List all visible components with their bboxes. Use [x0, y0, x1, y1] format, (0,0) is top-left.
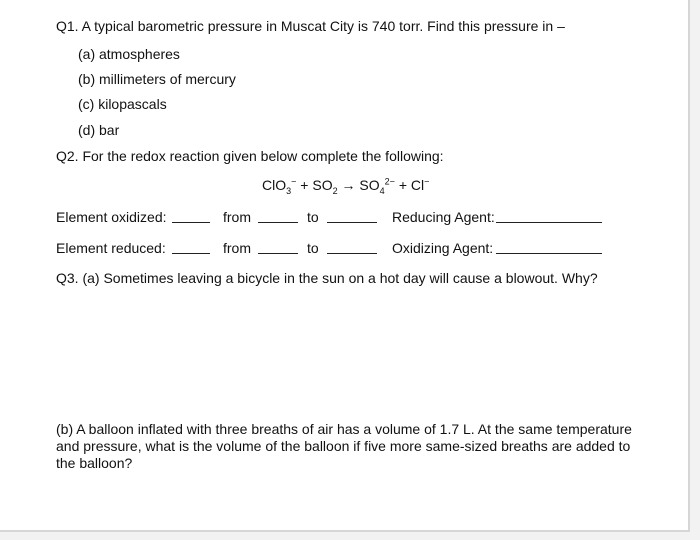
q1-part-a: (a) atmospheres	[78, 46, 180, 62]
q1-part-c: (c) kilopascals	[78, 96, 167, 112]
sulfur-dioxide: $SO_2$	[312, 177, 338, 196]
reaction-arrow: →	[341, 177, 356, 193]
chlorate-ion: ClO$_3$−	[262, 176, 297, 196]
reducing-agent-label: Reducing Agent:	[392, 209, 495, 225]
element-reduced-blank[interactable]	[172, 253, 210, 254]
element-oxidized-blank[interactable]	[172, 222, 210, 223]
redox-equation	[262, 176, 430, 196]
oxidizing-agent-blank[interactable]	[496, 253, 602, 254]
oxidized-to-label: to	[307, 209, 319, 225]
oxidized-from-label: from	[223, 209, 251, 225]
sulfate-ion: $SO_4^{2-}$	[359, 176, 395, 196]
element-reduced-label: Element reduced:	[56, 240, 166, 256]
q1-part-b: (b) millimeters of mercury	[78, 71, 236, 87]
reduced-to-blank[interactable]	[327, 253, 377, 254]
q1-question: Q1. A typical barometric pressure in Muscat City is 740 torr. Find this pressure in –	[56, 18, 565, 34]
oxidized-from-blank[interactable]	[258, 222, 298, 223]
plus-sign: +	[398, 177, 407, 193]
chloride-ion: Cl−	[410, 176, 430, 193]
reduced-from-label: from	[223, 240, 251, 256]
q3-part-b: (b) A balloon inflated with three breaths of air has a volume of 1.7 L. At the same temperature and pressure, what is the volume of the balloon if five more same-sized breaths are added to the balloon?	[56, 421, 632, 471]
oxidizing-agent-label: Oxidizing Agent:	[392, 240, 494, 256]
element-oxidized-label: Element oxidized:	[56, 209, 167, 225]
oxidized-to-blank[interactable]	[327, 222, 377, 223]
q2-question: Q2. For the redox reaction given below complete the following:	[56, 148, 444, 164]
reduced-from-blank[interactable]	[258, 253, 298, 254]
q1-part-d: (d) bar	[78, 122, 120, 138]
reducing-agent-blank[interactable]	[496, 222, 602, 223]
reduced-to-label: to	[307, 240, 319, 256]
plus-sign: +	[300, 177, 309, 193]
q3-part-a: Q3. (a) Sometimes leaving a bicycle in the sun on a hot day will cause a blowout. Why?	[56, 270, 598, 286]
